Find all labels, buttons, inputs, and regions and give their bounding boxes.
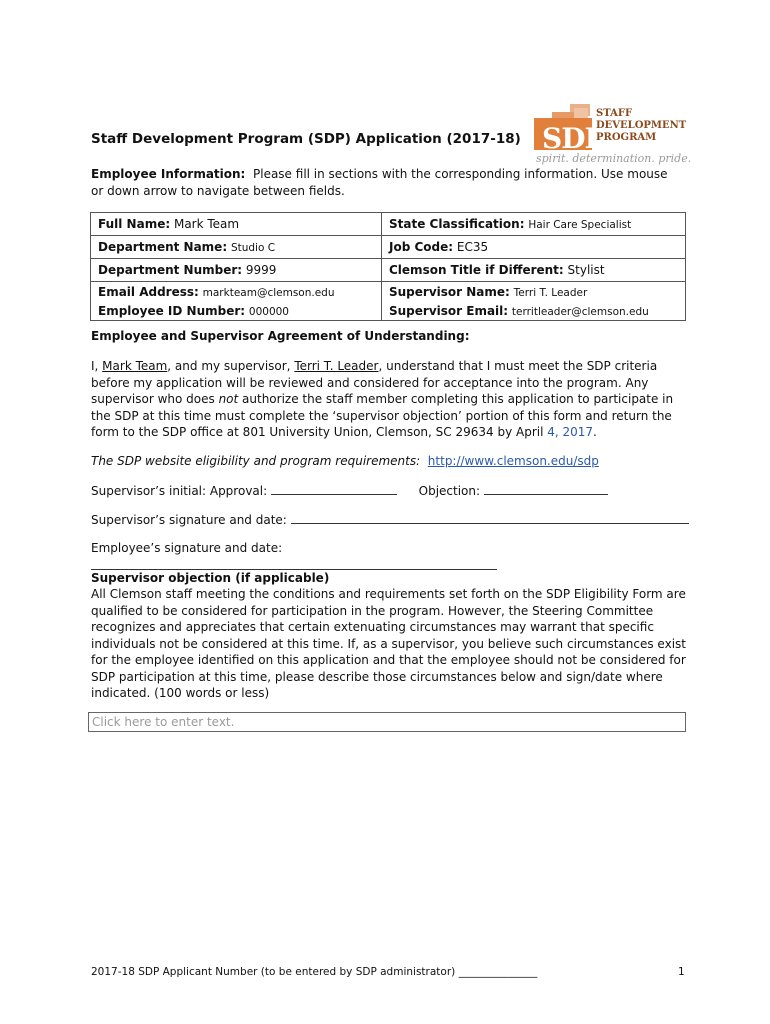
agreement-text: , and my supervisor, [167,359,295,373]
agreement-paragraph [91,358,691,441]
objection-label: Objection: [418,484,481,498]
objection-placeholder: Click here to enter text. [92,715,235,729]
field-label: Clemson Title if Different: [389,263,564,277]
intro-text: Please fill in sections with the corresponding information. Use mouse or down arrow to navigate between fields. [91,167,668,198]
email-address-cell[interactable] [91,282,382,302]
field-label: Employee ID Number: [98,303,246,318]
field-value: Mark Team [173,217,240,231]
field-value: territleader@clemson.edu [511,305,649,318]
table-row [91,259,686,282]
table-row [91,213,686,236]
agreement-heading: Employee and Supervisor Agreement of Understanding: [91,329,470,343]
field-label: State Classification: [389,217,525,231]
agreement-text: . [593,425,597,439]
supervisor-initial-line [91,482,691,500]
employee-signature-line [91,540,691,574]
objection-blank[interactable] [484,482,608,495]
table-row [91,301,686,321]
sdp-website-link[interactable]: http://www.clemson.edu/sdp [427,454,599,468]
job-code-cell[interactable] [382,236,686,259]
objection-heading: Supervisor objection (if applicable) [91,571,330,585]
field-label: Job Code: [389,240,454,254]
department-number-cell[interactable] [91,259,382,282]
intro-label: Employee Information: [91,167,246,181]
clemson-title-cell[interactable] [382,259,686,282]
website-label: The SDP website eligibility and program requirements: [91,454,421,468]
supervisor-name-cell[interactable] [382,282,686,302]
objection-paragraph: All Clemson staff meeting the conditions and requirements set forth on the SDP Eligibility Form are qualified to be considered for participation in the program. However, the Steering Committee recognizes and appreciates that certain extenuating circumstances may warrant that specific individuals not be considered at this time. If, as a supervisor, you believe such circumstances exist for the employee identified on this application and that the employee should not be considered for SDP participation at this time, please describe those circumstances below and sign/date where indicated. (100 words or less) [91,587,686,700]
employee-id-cell[interactable] [91,301,382,321]
field-value: Studio C [230,242,276,254]
applicant-number-footer: 2017-18 SDP Applicant Number (to be entered by SDP administrator) _______________ [91,966,538,978]
logo-tagline: spirit. determination. pride. [536,152,692,165]
supervisor-signature-label: Supervisor’s signature and date: [91,513,287,527]
field-value: Terri T. Leader [513,286,588,299]
deadline-date: 4, 2017 [547,425,594,439]
table-row [91,282,686,302]
field-label: Supervisor Email: [389,303,509,318]
logo-word-development: DEVELOPMENT [596,120,687,131]
field-value: markteam@clemson.edu [202,286,335,299]
agreement-text: I, [91,359,103,373]
logo-word-program: PROGRAM [596,132,657,143]
supervisor-name-field[interactable]: Terri T. Leader [294,359,379,373]
sdp-logo [530,100,692,170]
field-label: Full Name: [98,217,171,231]
objection-text-field[interactable] [88,712,686,732]
field-value: Hair Care Specialist [528,219,632,231]
field-label: Supervisor Name: [389,284,510,299]
employee-info-table [90,212,686,321]
employee-signature-label: Employee’s signature and date: [91,541,283,555]
table-row [91,236,686,259]
emphasis-not: not [218,392,239,406]
full-name-cell[interactable] [91,213,382,236]
agreement-text: authorize the staff member completing this application to participate in the SDP at this time must complete the ‘supervisor objection’ portion of this form and return the form to the SDP office at 801 University Union, Clemson, SC 29634 by April [91,392,674,439]
field-value: 9999 [245,263,277,277]
supervisor-email-cell[interactable] [382,301,686,321]
field-value: Stylist [567,263,605,277]
field-label: Department Number: [98,263,243,277]
state-classification-cell[interactable] [382,213,686,236]
employee-name-field[interactable]: Mark Team [102,359,168,373]
intro-paragraph [91,166,671,200]
supervisor-signature-line [91,511,691,529]
logo-word-staff: STAFF [596,108,633,119]
agreement-text: , understand that I must meet the SDP criteria before my application will be reviewed and considered for acceptance into the program. Any supervisor who does [91,359,658,406]
page-title: Staff Development Program (SDP) Application (2017-18) [91,131,521,147]
logo-mark: SDP [542,122,605,155]
page-number: 1 [678,966,685,978]
field-value: 000000 [248,305,289,318]
department-name-cell[interactable] [91,236,382,259]
field-label: Email Address: [98,284,199,299]
field-label: Department Name: [98,240,228,254]
approval-label: Supervisor’s initial: Approval: [91,484,268,498]
employee-signature-blank[interactable] [91,557,497,570]
field-value: EC35 [456,240,489,254]
supervisor-signature-blank[interactable] [291,511,689,524]
approval-blank[interactable] [271,482,397,495]
website-line [91,453,691,470]
